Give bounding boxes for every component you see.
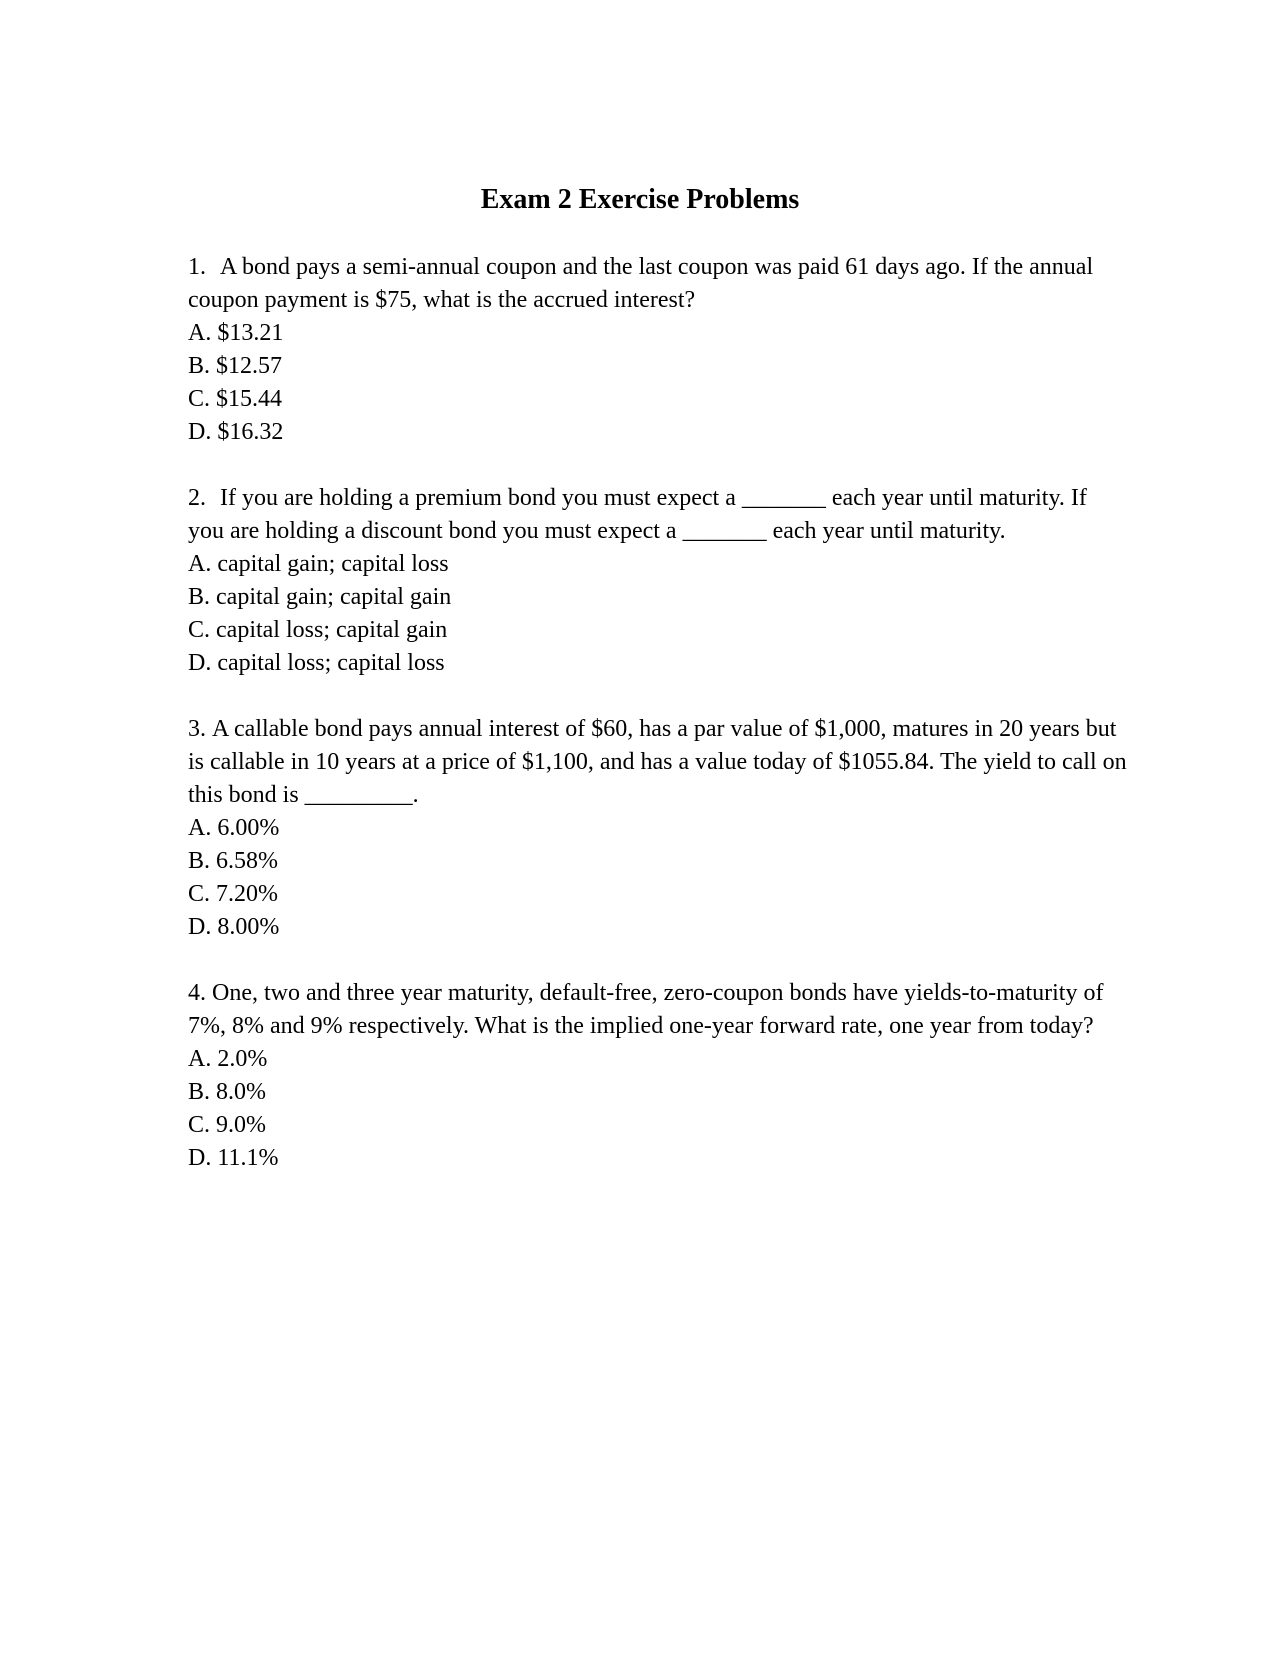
question-1 bbox=[188, 251, 1128, 449]
answer-option-d: D. 8.00% bbox=[188, 914, 280, 940]
question-number: 3. bbox=[188, 716, 206, 742]
answer-option-c: C. 9.0% bbox=[188, 1112, 266, 1138]
answer-option-d: D. 11.1% bbox=[188, 1145, 279, 1171]
question-text: A bond pays a semi-annual coupon and the last coupon was paid 61 days ago. If the annual coupon payment is $75, what is the accrued interest? bbox=[188, 254, 1094, 313]
answer-option-b: B. $12.57 bbox=[188, 353, 283, 379]
question-number: 4. bbox=[188, 980, 206, 1006]
answer-option-a: A. $13.21 bbox=[188, 320, 284, 346]
answer-options bbox=[188, 548, 1128, 680]
answer-options bbox=[188, 317, 1128, 449]
question-stem bbox=[188, 482, 1128, 548]
question-4 bbox=[188, 977, 1128, 1175]
question-number: 2. bbox=[188, 485, 206, 511]
question-text: One, two and three year maturity, default-free, zero-coupon bonds have yields-to-maturity of 7%, 8% and 9% respectively. What is the implied one-year forward rate, one year from today? bbox=[188, 980, 1104, 1039]
question-2 bbox=[188, 482, 1128, 680]
answer-option-b: B. 6.58% bbox=[188, 848, 278, 874]
question-list bbox=[188, 251, 1128, 1208]
answer-option-b: B. 8.0% bbox=[188, 1079, 266, 1105]
question-number: 1. bbox=[188, 254, 206, 280]
answer-option-c: C. 7.20% bbox=[188, 881, 278, 907]
answer-options bbox=[188, 1043, 1128, 1175]
answer-option-b: B. capital gain; capital gain bbox=[188, 584, 452, 610]
answer-options bbox=[188, 812, 1128, 944]
question-text: A callable bond pays annual interest of $60, has a par value of $1,000, matures in 20 years but is callable in 10 years at a price of $1,100, and has a value today of $1055.84. The yield to call on this bond is _________. bbox=[188, 716, 1127, 808]
question-3 bbox=[188, 713, 1128, 944]
question-stem bbox=[188, 977, 1128, 1043]
answer-option-c: C. capital loss; capital gain bbox=[188, 617, 448, 643]
question-stem bbox=[188, 713, 1128, 812]
answer-option-c: C. $15.44 bbox=[188, 386, 283, 412]
answer-option-a: A. 6.00% bbox=[188, 815, 280, 841]
answer-option-a: A. capital gain; capital loss bbox=[188, 551, 449, 577]
answer-option-d: D. $16.32 bbox=[188, 419, 284, 445]
question-stem bbox=[188, 251, 1128, 317]
answer-option-a: A. 2.0% bbox=[188, 1046, 268, 1072]
answer-option-d: D. capital loss; capital loss bbox=[188, 650, 445, 676]
document-title: Exam 2 Exercise Problems bbox=[480, 184, 800, 215]
question-text: If you are holding a premium bond you must expect a _______ each year until maturity. If you are holding a discount bond you must expect a _______ each year until maturity. bbox=[188, 485, 1087, 544]
